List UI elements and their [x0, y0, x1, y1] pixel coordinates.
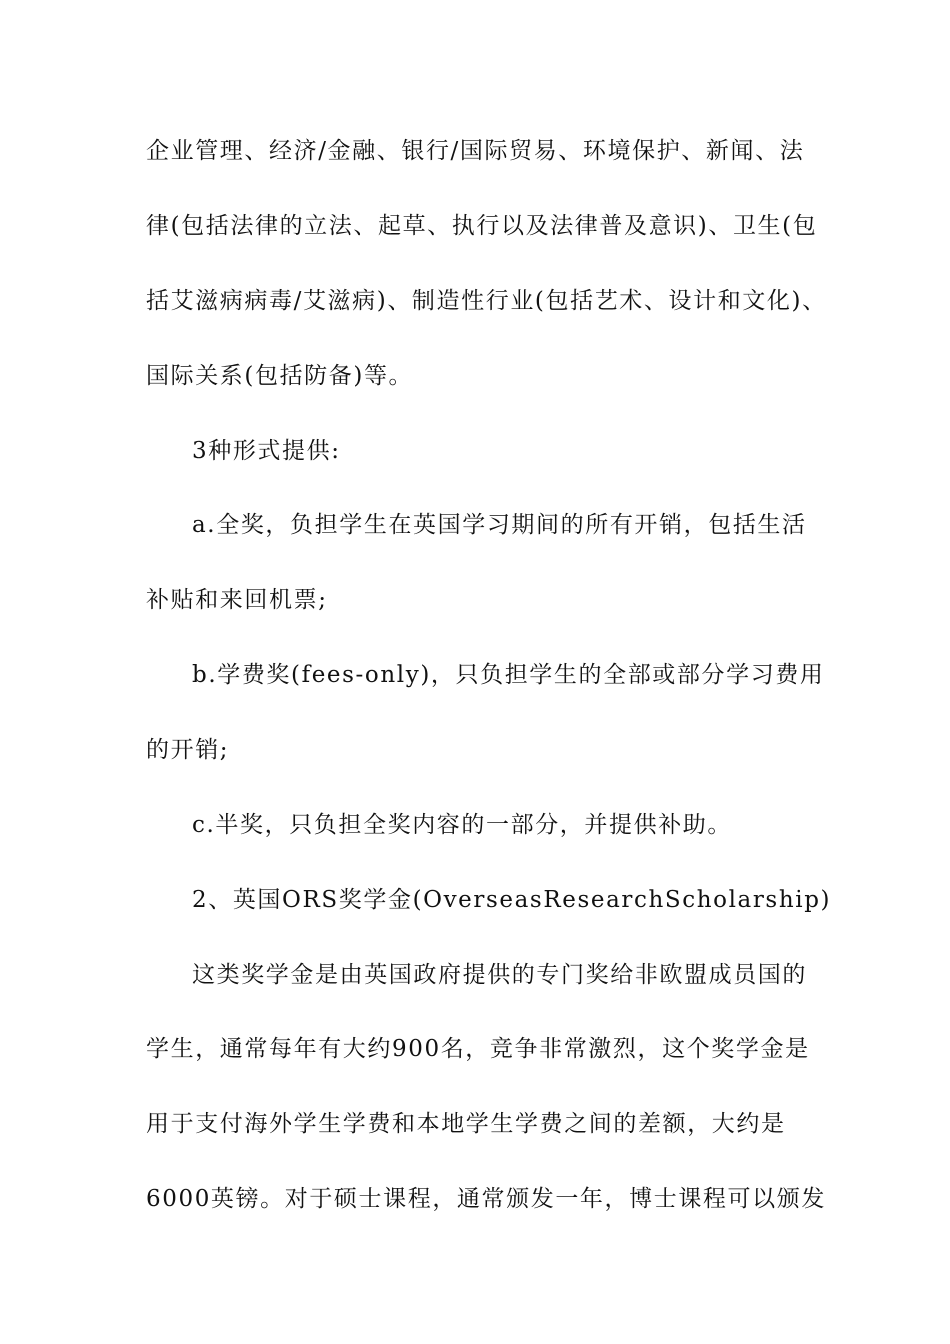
text-line: a.全奖，负担学生在英国学习期间的所有开销，包括生活 [192, 512, 807, 538]
text-line: 括艾滋病病毒/艾滋病)、制造性行业(包括艺术、设计和文化)、 [146, 288, 827, 314]
text-line: 这类奖学金是由英国政府提供的专门奖给非欧盟成员国的 [192, 962, 807, 988]
text-line: b.学费奖(fees-only)，只负担学生的全部或部分学习费用 [192, 662, 825, 688]
text-line: 律(包括法律的立法、起草、执行以及法律普及意识)、卫生(包 [146, 213, 818, 239]
text-line: 企业管理、经济/金融、银行/国际贸易、环境保护、新闻、法 [146, 138, 805, 164]
text-line: 学生，通常每年有大约900名，竞争非常激烈，这个奖学金是 [146, 1036, 810, 1062]
text-line: 3种形式提供: [192, 438, 341, 464]
text-line: 用于支付海外学生学费和本地学生学费之间的差额，大约是 [146, 1111, 786, 1137]
text-line: c.半奖，只负担全奖内容的一部分，并提供补助。 [192, 812, 732, 838]
text-line: 的开销; [146, 737, 230, 763]
text-line: 补贴和来回机票; [146, 587, 328, 613]
text-line: 2、英国ORS奖学金(OverseasResearchScholarship) [192, 887, 832, 913]
text-line: 国际关系(包括防备)等。 [146, 363, 414, 389]
text-line: 6000英镑。对于硕士课程，通常颁发一年，博士课程可以颁发 [146, 1186, 826, 1212]
